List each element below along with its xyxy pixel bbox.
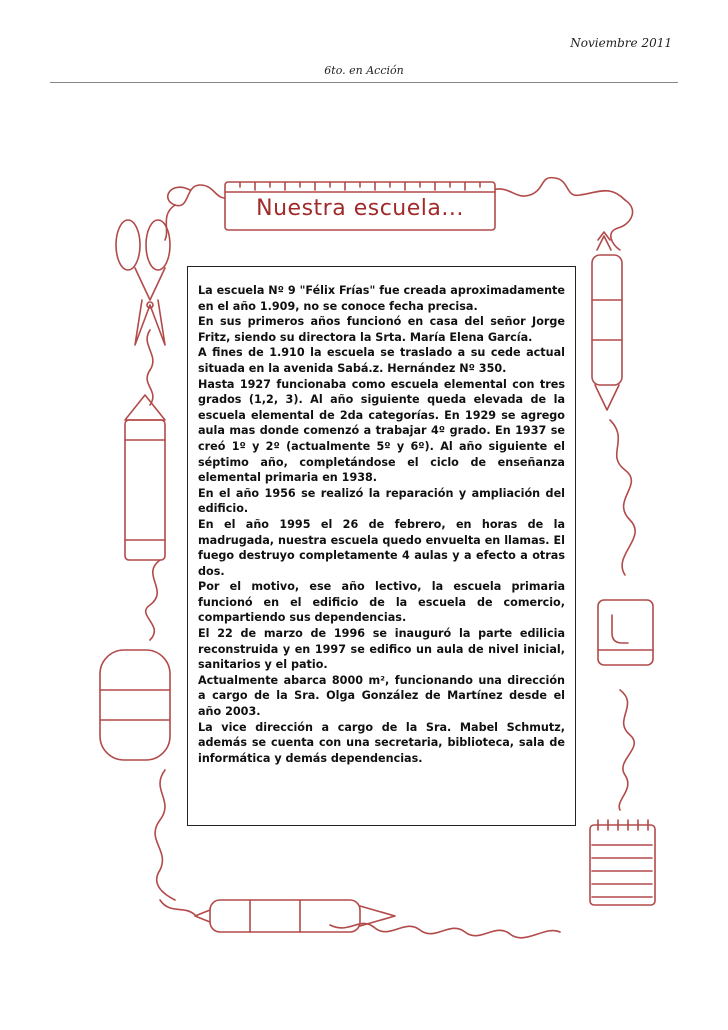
- squiggle-bottom: [330, 923, 560, 937]
- squiggle-right-lower: [619, 690, 634, 810]
- squiggle-left-top: [165, 205, 175, 240]
- scissors-icon: [116, 220, 170, 345]
- article-paragraph: Por el motivo, ese año lectivo, la escuela primaria funcionó en el edificio de la escuela de comercio, compartiendo sus dependencias.: [198, 580, 565, 625]
- article-paragraph: La vice dirección a cargo de la Sra. Mabel Schmutz, además se cuenta con una secretaria, biblioteca, sala de informática y demás dependencias.: [198, 720, 565, 765]
- squiggle-left-bottom: [155, 770, 175, 900]
- article-paragraph: La escuela Nº 9 "Félix Frías" fue creada aproximadamente en el año 1.909, no se conoce fecha precisa.: [198, 284, 565, 313]
- crayon-icon: [125, 395, 165, 560]
- publication-title: 6to. en Acción: [324, 64, 404, 77]
- article-paragraph: A fines de 1.910 la escuela se traslado a su cede actual situada en la avenida Sabá.z. Hernández Nº 350.: [198, 346, 565, 375]
- article-paragraph: El 22 de marzo de 1996 se inauguró la parte edilicia reconstruida y en 1997 se edifico un aula de nivel inicial, sanitarios y el patio.: [198, 627, 565, 672]
- pencil-icon: [592, 232, 622, 410]
- marker-icon: [195, 900, 395, 932]
- article-paragraph: Hasta 1927 funcionaba como escuela elemental con tres grados (1,2, 3). Al año siguiente queda elevada de la escuela elemental de 2da categorías. En 1929 se agrego aula mas donde comenzó a trabajar 4º grado. En 1937 se creó 1º y 2º (actualmente 5º y 6º). Al año siguiente el séptimo año, completándose el ciclo de enseñanza elemental primaria en 1938.: [198, 377, 565, 485]
- article-paragraph: En sus primeros años funcionó en casa del señor Jorge Fritz, siendo su directora la Srta. María Elena García.: [198, 315, 565, 344]
- squiggle-right-top: [611, 200, 633, 250]
- article-paragraph: Actualmente abarca 8000 m², funcionando una dirección a cargo de la Sra. Olga González de Martínez desde el año 2003.: [198, 673, 565, 719]
- squiggle-left-lower: [146, 560, 160, 640]
- notepad-icon: [590, 820, 655, 905]
- squiggle-top-right: [492, 178, 625, 200]
- eraser-icon: [100, 650, 170, 760]
- article-box: [187, 266, 576, 826]
- article-paragraph: En el año 1956 se realizó la reparación y ampliación del edificio.: [198, 486, 565, 516]
- squiggle-left-mid: [147, 330, 153, 405]
- squiggle-bottom-left: [160, 900, 195, 915]
- section-title: Nuestra escuela...: [256, 195, 464, 221]
- article-paragraph: En el año 1995 el 26 de febrero, en horas de la madrugada, nuestra escuela quedo envuelta en llamas. El fuego destruyo completamente 4 aulas y a efecto a otras dos.: [198, 517, 565, 578]
- squiggle-right-mid: [610, 420, 635, 575]
- sharpener-icon: [598, 600, 653, 665]
- squiggle-top-left: [168, 185, 228, 206]
- header-date: Noviembre 2011: [570, 36, 672, 50]
